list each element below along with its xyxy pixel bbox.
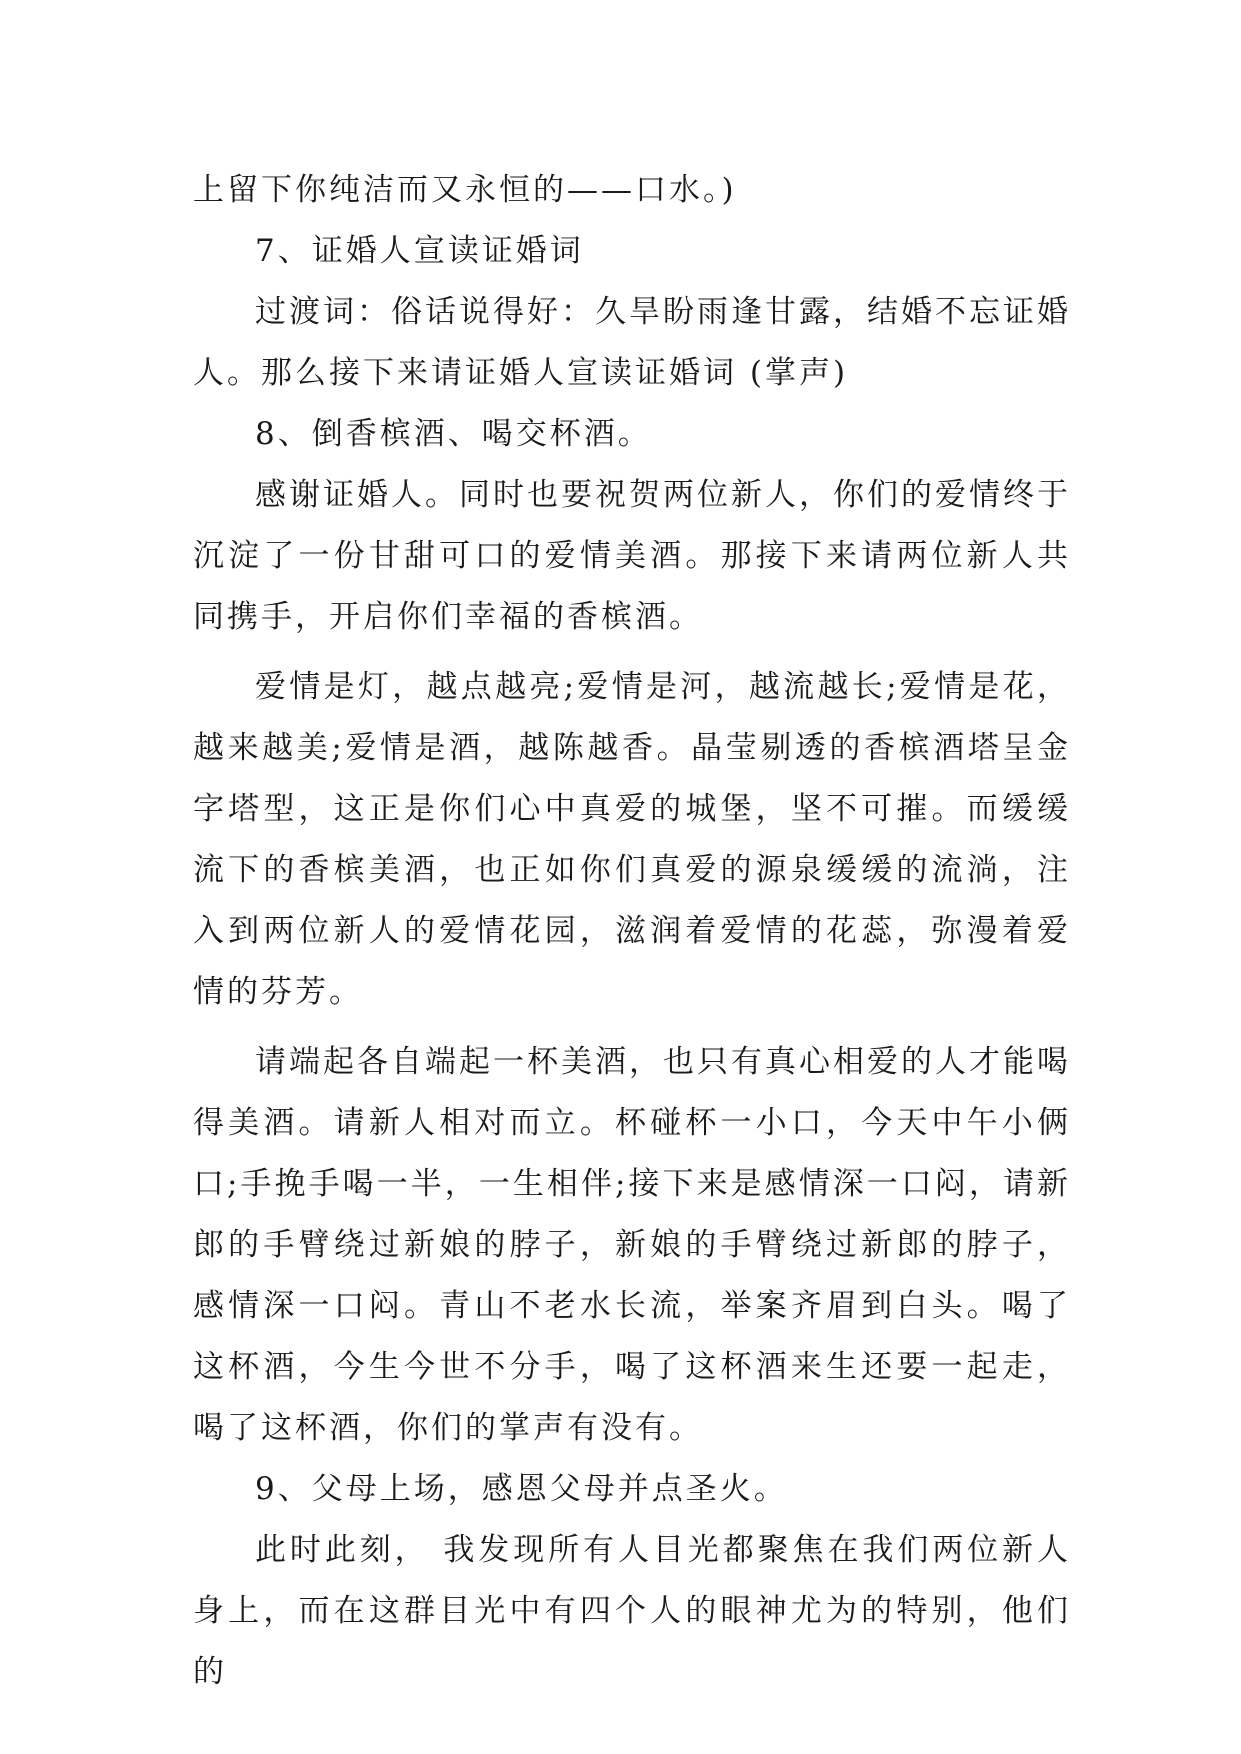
paragraph-continuation: 上留下你纯洁而又永恒的——口水。) — [193, 172, 737, 208]
heading-item-8: 8、倒香槟酒、喝交杯酒。 — [255, 416, 652, 452]
paragraph-thanks: 感谢证婚人。同时也要祝贺两位新人，你们的爱情终于沉淀了一份甘甜可口的爱情美酒。那接下来请两位新人共同携手，开启你们幸福的香槟酒。 — [193, 477, 1071, 635]
paragraph-parents: 此时此刻， 我发现所有人目光都聚焦在我们两位新人身上，而在这群目光中有四个人的眼神尤为的特别，他们的 — [193, 1532, 1071, 1690]
heading-item-9: 9、父母上场，感恩父母并点圣火。 — [255, 1471, 788, 1507]
paragraph-toast: 请端起各自端起一杯美酒，也只有真心相爱的人才能喝得美酒。请新人相对而立。杯碰杯一小口，今天中午小俩口;手挽手喝一半，一生相伴;接下来是感情深一口闷，请新郎的手臂绕过新娘的脖子，新娘的手臂绕过新郎的脖子，感情深一口闷。青山不老水长流，举案齐眉到白头。喝了这杯酒，今生今世不分手，喝了这杯酒来生还要一起走，喝了这杯酒，你们的掌声有没有。 — [193, 1044, 1071, 1446]
heading-item-7: 7、证婚人宣读证婚词 — [255, 233, 584, 269]
paragraph-love: 爱情是灯，越点越亮;爱情是河，越流越长;爱情是花，越来越美;爱情是酒，越陈越香。晶莹剔透的香槟酒塔呈金字塔型，这正是你们心中真爱的城堡，坚不可摧。而缓缓流下的香槟美酒，也正如你们真爱的源泉缓缓的流淌，注入到两位新人的爱情花园，滋润着爱情的花蕊，弥漫着爱情的芬芳。 — [193, 669, 1071, 1010]
document-body — [193, 160, 1071, 1703]
paragraph-transition: 过渡词：俗话说得好：久旱盼雨逢甘露，结婚不忘证婚人。那么接下来请证婚人宣读证婚词 (掌声) — [193, 294, 1071, 391]
